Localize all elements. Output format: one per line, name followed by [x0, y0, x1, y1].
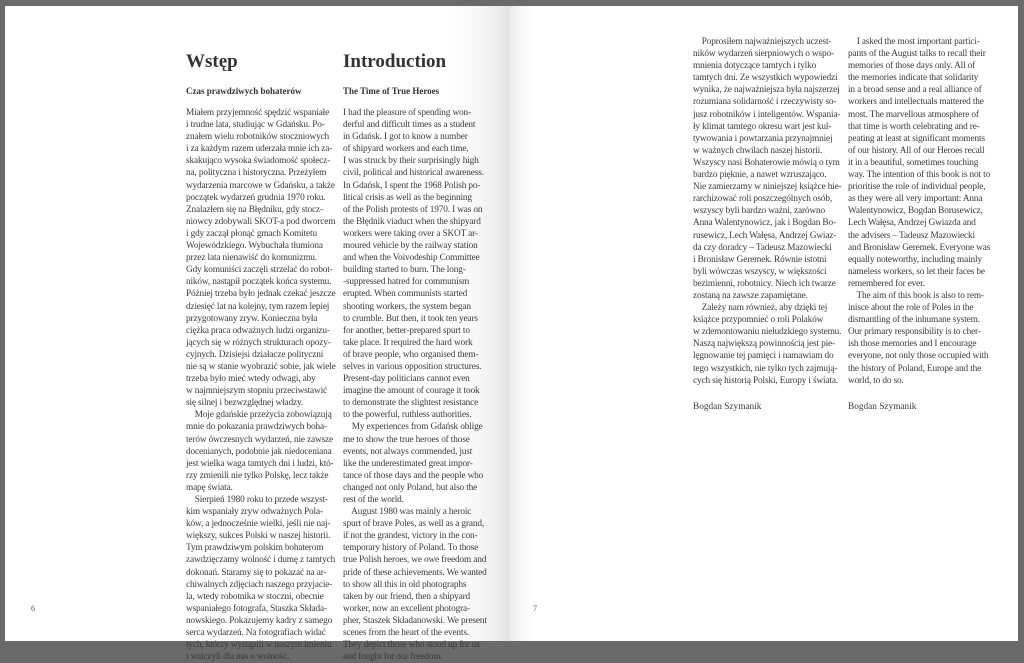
english-intro-text: I had the pleasure of spending won- derful and difficult times as a student in Gdańsk. I got to know a number of shipyard workers and each time, I was struck by their surprisingly high civil, political and historical awareness. In Gdańsk, I spent the 1968 Polish po- litical crisis as well as the beginning of the Polish protests of 1970. I was on the Błędnik viaduct when the shipyard workers were taking over a SKOT ar- moured vehicle by the railway station and when the Voivodeship Committee building started to burn. The long- -suppressed hatred for communism erupted. When communists started shooting workers, the system began to crumble. But then, it took ten years for another, better-prepared spurt to take place. It required the hard work of brave people, who organised them- selves in various opposition structures. Present-day politicians cannot even imagine the amount of courage it took to demonstrate the slightest resistance to the powerful, ruthless authorities. My experiences from Gdańsk oblige me to show the true heroes of those events, not always commended, just like the underestimated great impor- tance of those days and the people who changed not only Poland, but also the rest of the world. August 1980 was mainly a heroic spurt of brave Poles, as well as a grand, if not the grandest, victory in the con- temporary history of Poland. To those true Polish heroes, we owe freedom and pride of these achievements. We wanted to show all this in old photographs taken by our friend, then a shipyard worker, now an excellent photogra- pher, Staszek Składanowski. We present scenes from the heart of the events. They depict those who stood up for us and fought for our freedom. — [343, 108, 487, 663]
polish-continued-text: Poprosiłem najważniejszych uczest- ników wydarzeń sierpniowych o wspo- mnienia dotyczące tamtych i tylko tamtych dni. Ze wszystkich wypowiedzi wynika, że najważniejsza była najszerzej rozumiana solidarność i rzeczywisty so- jusz robotników i inteligentów. Wspania- ły klimat tamtego okresu wart jest kul- tywowania i powtarzania przynajmniej w ważnych chwilach naszej historii. Wszyscy nasi Bohaterowie mówią o tym bardzo pięknie, a nawet wzruszająco. Nie zamierzamy w niniejszej książce hie- rarchizować roli poszczególnych osób, wszyscy byli bardzo ważni, zarówno Anna Walentynowicz, jak i Bogdan Bo- rusewicz, Lech Wałęsa, Andrzej Gwiaz- da czy doradcy – Tadeusz Mazowiecki i Bronisław Geremek. Równie istotni byli wówczas wszyscy, w większości bezimienni, robotnicy. Niech ich twarze zostaną na zawsze zapamiętane. Zależy nam również, aby dzięki tej książce przypomnieć o roli Polaków w zdemontowaniu nieludzkiego systemu. Naszą największą powinnością jest pie- lęgnowanie tej pamięci i namawiam do tego wszystkich, nie tylko tych zajmują- cych się historią Polski, Europy i świata. — [693, 37, 842, 386]
polish-column — [186, 50, 336, 663]
english-continued-text: I asked the most important partici- pants of the August talks to recall their memories of those days only. All of the memories indicate that solidarity in a broad sense and a real alliance of workers and intellectuals mattered the most. The marvellous atmosphere of that time is worth celebrating and re- peating at least at significant moments of our history. All of our Heroes recall it in a beautiful, sometimes touching way. The intention of this book is not to prioritise the role of individual people, as they were all very important: Anna Walentynowicz, Bogdan Borusewicz, Lech Wałęsa, Andrzej Gwiazda and the advisers – Tadeusz Mazowiecki and Bronisław Geremek. Everyone was equally noteworthy, including mainly nameless workers, so let their faces be remembered for ever. The aim of this book is also to rem- inisce about the role of Poles in the dismantling of the inhumane system. Our primary responsibility is to cher- ish those memories and I encourage everyone, not only those occupied with the history of Poland, Europe and the world, to do so. — [848, 37, 991, 386]
english-continued-column — [848, 36, 1008, 413]
english-subtitle: The Time of True Heroes — [343, 86, 440, 96]
polish-subtitle: Czas prawdziwych bohaterów — [186, 86, 302, 96]
polish-title: Wstęp — [186, 51, 238, 72]
english-signature: Bogdan Szymanik — [848, 401, 917, 412]
polish-continued-column — [693, 36, 843, 413]
left-page — [5, 6, 509, 663]
english-column — [343, 50, 501, 663]
polish-signature: Bogdan Szymanik — [693, 401, 762, 412]
right-page — [509, 6, 1018, 641]
english-title: Introduction — [343, 51, 447, 72]
page-number-left: 6 — [31, 604, 35, 613]
page-number-right: 7 — [533, 604, 537, 613]
polish-intro-text: Miałem przyjemność spędzić wspaniałe i trudne lata, studiując w Gdańsku. Po- znałem wielu robotników stoczniowych i za każdym razem uderzała mnie ich za- skakująco wysoka świadomość społecz- na, polityczna i historyczna. Przeżyłem wydarzenia marcowe w Gdańsku, a także początek wydarzeń grudnia 1970 roku. Znalazłem się na Błędniku, gdy stocz- niowcy zdobywali SKOT-a pod dworcem i gdy zaczął płonąć gmach Komitetu Wojewódzkiego. Wybuchała tłumiona przez lata nienawiść do komunizmu. Gdy komuniści zaczęli strzelać do robot- ników, nastąpił początek końca systemu. Później trzeba było jednak czekać jeszcze dziesięć lat na kolejny, tym razem lepiej przygotowany zryw. Konieczna była ciężka praca odważnych ludzi organizu- jących się w różnych strukturach opozy- cyjnych. Dzisiejsi działacze polityczni nie są w stanie wyobrazić sobie, jak wiele trzeba było mieć wtedy odwagi, aby w najmniejszym stopniu przeciwstawić się silnej i bezwzględnej władzy. Moje gdańskie przeżycia zobowiązują mnie do pokazania prawdziwych boha- terów ówczesnych wydarzeń, nie zawsze docenianych, podobnie jak niedoceniana jest wielka waga tamtych dni i ludzi, któ- rzy zmienili nie tylko Polskę, lecz także mapę świata. Sierpień 1980 roku to przede wszyst- kim wspaniały zryw odważnych Pola- ków, a jednocześnie wielki, jeśli nie naj- większy, sukces Polski w naszej historii. Tym prawdziwym polskim bohaterom zawdzięczamy wolność i dumę z tamtych dokonań. Staramy się to pokazać na ar- chiwalnych zdjęciach naszego przyjacie- la, wtedy robotnika w stoczni, obecnie wspaniałego fotografa, Staszka Składa- nowskiego. Pokazujemy kadry z samego serca wydarzeń. Na fotografiach widać tych, którzy wystąpili w naszym imieniu i walczyli dla nas o wolność. — [186, 108, 336, 663]
